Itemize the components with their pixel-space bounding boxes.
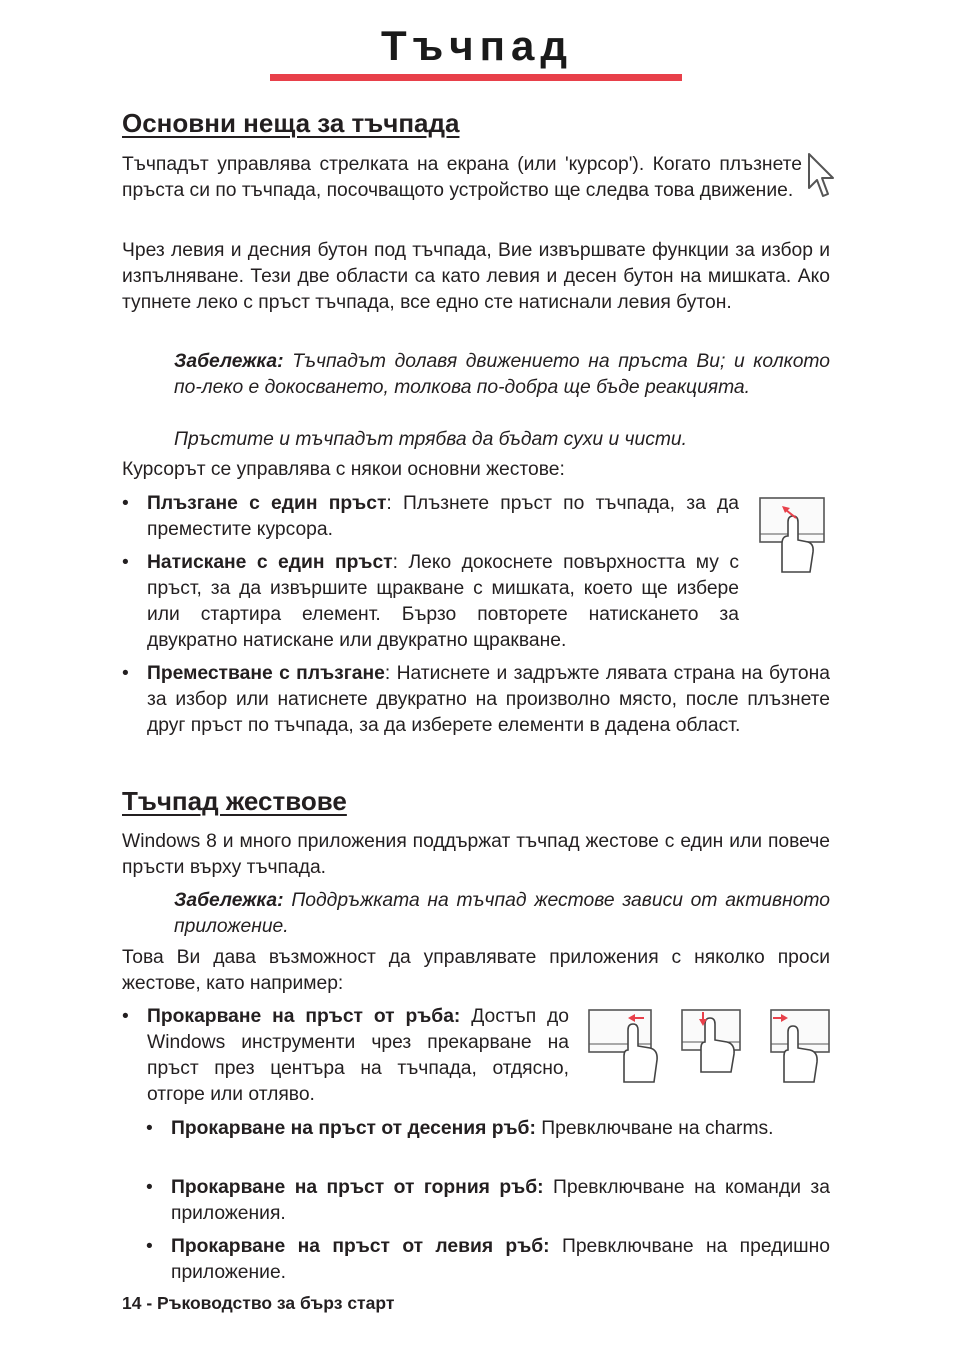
bullet-dot: • [122,663,129,684]
bullet-bold: Прокарване на пръст от десения ръб: [171,1118,536,1139]
note-block-2 [174,888,830,940]
bullet-text: Превключване на команди за приложения. [171,1177,830,1224]
paragraph-gestures-examples: Това Ви дава възможност да управлявате приложения с няколко проси жестове, като например: [122,947,830,994]
touchpad-swipe-right-edge-icon [588,1008,660,1084]
sub-bullet-dot: • [146,1236,153,1257]
bullet-text: : Плъзнете пръст по тъчпада, за да преместите курсора. [147,493,739,540]
note-block-1 [174,349,830,401]
bullet-slide-one-finger [147,491,739,543]
page-footer: 14 - Ръководство за бърз старт [122,1293,395,1313]
cursor-arrow-icon [806,152,836,200]
bullet-drag-move [147,661,830,739]
bullet-text: : Леко докоснете повърхността му с пръст, за да извършите щракване с мишката, което ще избере или стартира елемент. Бързо повторете натискането за двукратно натискане или двукратно щракване. [147,552,739,651]
sub-bullet-left-edge [171,1234,830,1286]
bullet-bold: Прокарване на пръст от ръба: [147,1006,461,1027]
sub-bullet-right-edge [171,1116,830,1142]
section-heading-basics: Основни неща за тъчпада [122,108,460,138]
gestures-intro: Курсорът се управлява с някои основни жестове: [122,459,565,480]
touchpad-slide-icon [758,496,828,580]
bullet-bold: Плъзгане с един пръст [147,493,387,514]
sub-bullet-dot: • [146,1118,153,1139]
bullet-text: Превключване на charms. [535,1118,774,1139]
touchpad-swipe-left-edge-icon [770,1008,832,1084]
note-label: Забележка: [174,890,284,911]
page-title: Тъчпад [380,22,574,69]
title-underline-rule [270,74,682,81]
bullet-text: : Натиснете и задръжте лявата страна на бутона за избор или натиснете двукратно на произволно място, после плъзнете друг пръст по тъчпада, за да изберете елементи в дадена област. [147,663,830,736]
note-text-2: Пръстите и тъчпадът трябва да бъдат сухи и чисти. [174,429,688,450]
bullet-dot: • [122,552,129,573]
touchpad-swipe-top-edge-icon [681,1008,743,1074]
section-heading-gestures: Тъчпад жествове [122,786,347,816]
bullet-tap-one-finger-part1 [147,550,739,654]
note-text: Поддръжката на тъчпад жестове зависи от активното приложение. [174,890,830,937]
bullet-dot: • [122,1006,129,1027]
sub-bullet-top-edge [171,1175,830,1227]
paragraph-buttons: Чрез левия и десния бутон под тъчпада, Вие извършвате функции за избор и изпълняване. Тези две области са като левия и десен бутон на мишката. Ако тупнете леко с пръст тъчпада, все едно сте натиснали левия бутон. [122,240,830,313]
bullet-bold: Прокарване на пръст от левия ръб: [171,1236,550,1257]
paragraph-cursor-intro: Тъчпадът управлява стрелката на екрана (или 'курсор'). Когато плъзнете пръста си по тъчпада, посочващото устройство ще следва това движение. [122,154,802,201]
bullet-bold: Натискане с един пръст [147,552,393,573]
sub-bullet-dot: • [146,1177,153,1198]
paragraph-windows8-gestures: Windows 8 и много приложения поддържат тъчпад жестове с един или повече пръсти върху тъчпада. [122,831,830,878]
bullet-dot: • [122,493,129,514]
bullet-bold: Преместване с плъзгане [147,663,385,684]
note-text: Тъчпадът долавя движението на пръста Ви; и колкото по-леко е докосването, толкова по-добра ще бъде реакцията. [174,351,830,398]
bullet-bold: Прокарване на пръст от горния ръб: [171,1177,544,1198]
bullet-text: Достъп до Windows инструменти чрез прекарване на пръст през центъра на тъчпада, отдясно, отгоре или отляво. [147,1006,569,1105]
bullet-text: Превключване на предишно приложение. [171,1236,831,1283]
note-label: Забележка: [174,351,284,372]
bullet-edge-swipe [147,1004,569,1108]
